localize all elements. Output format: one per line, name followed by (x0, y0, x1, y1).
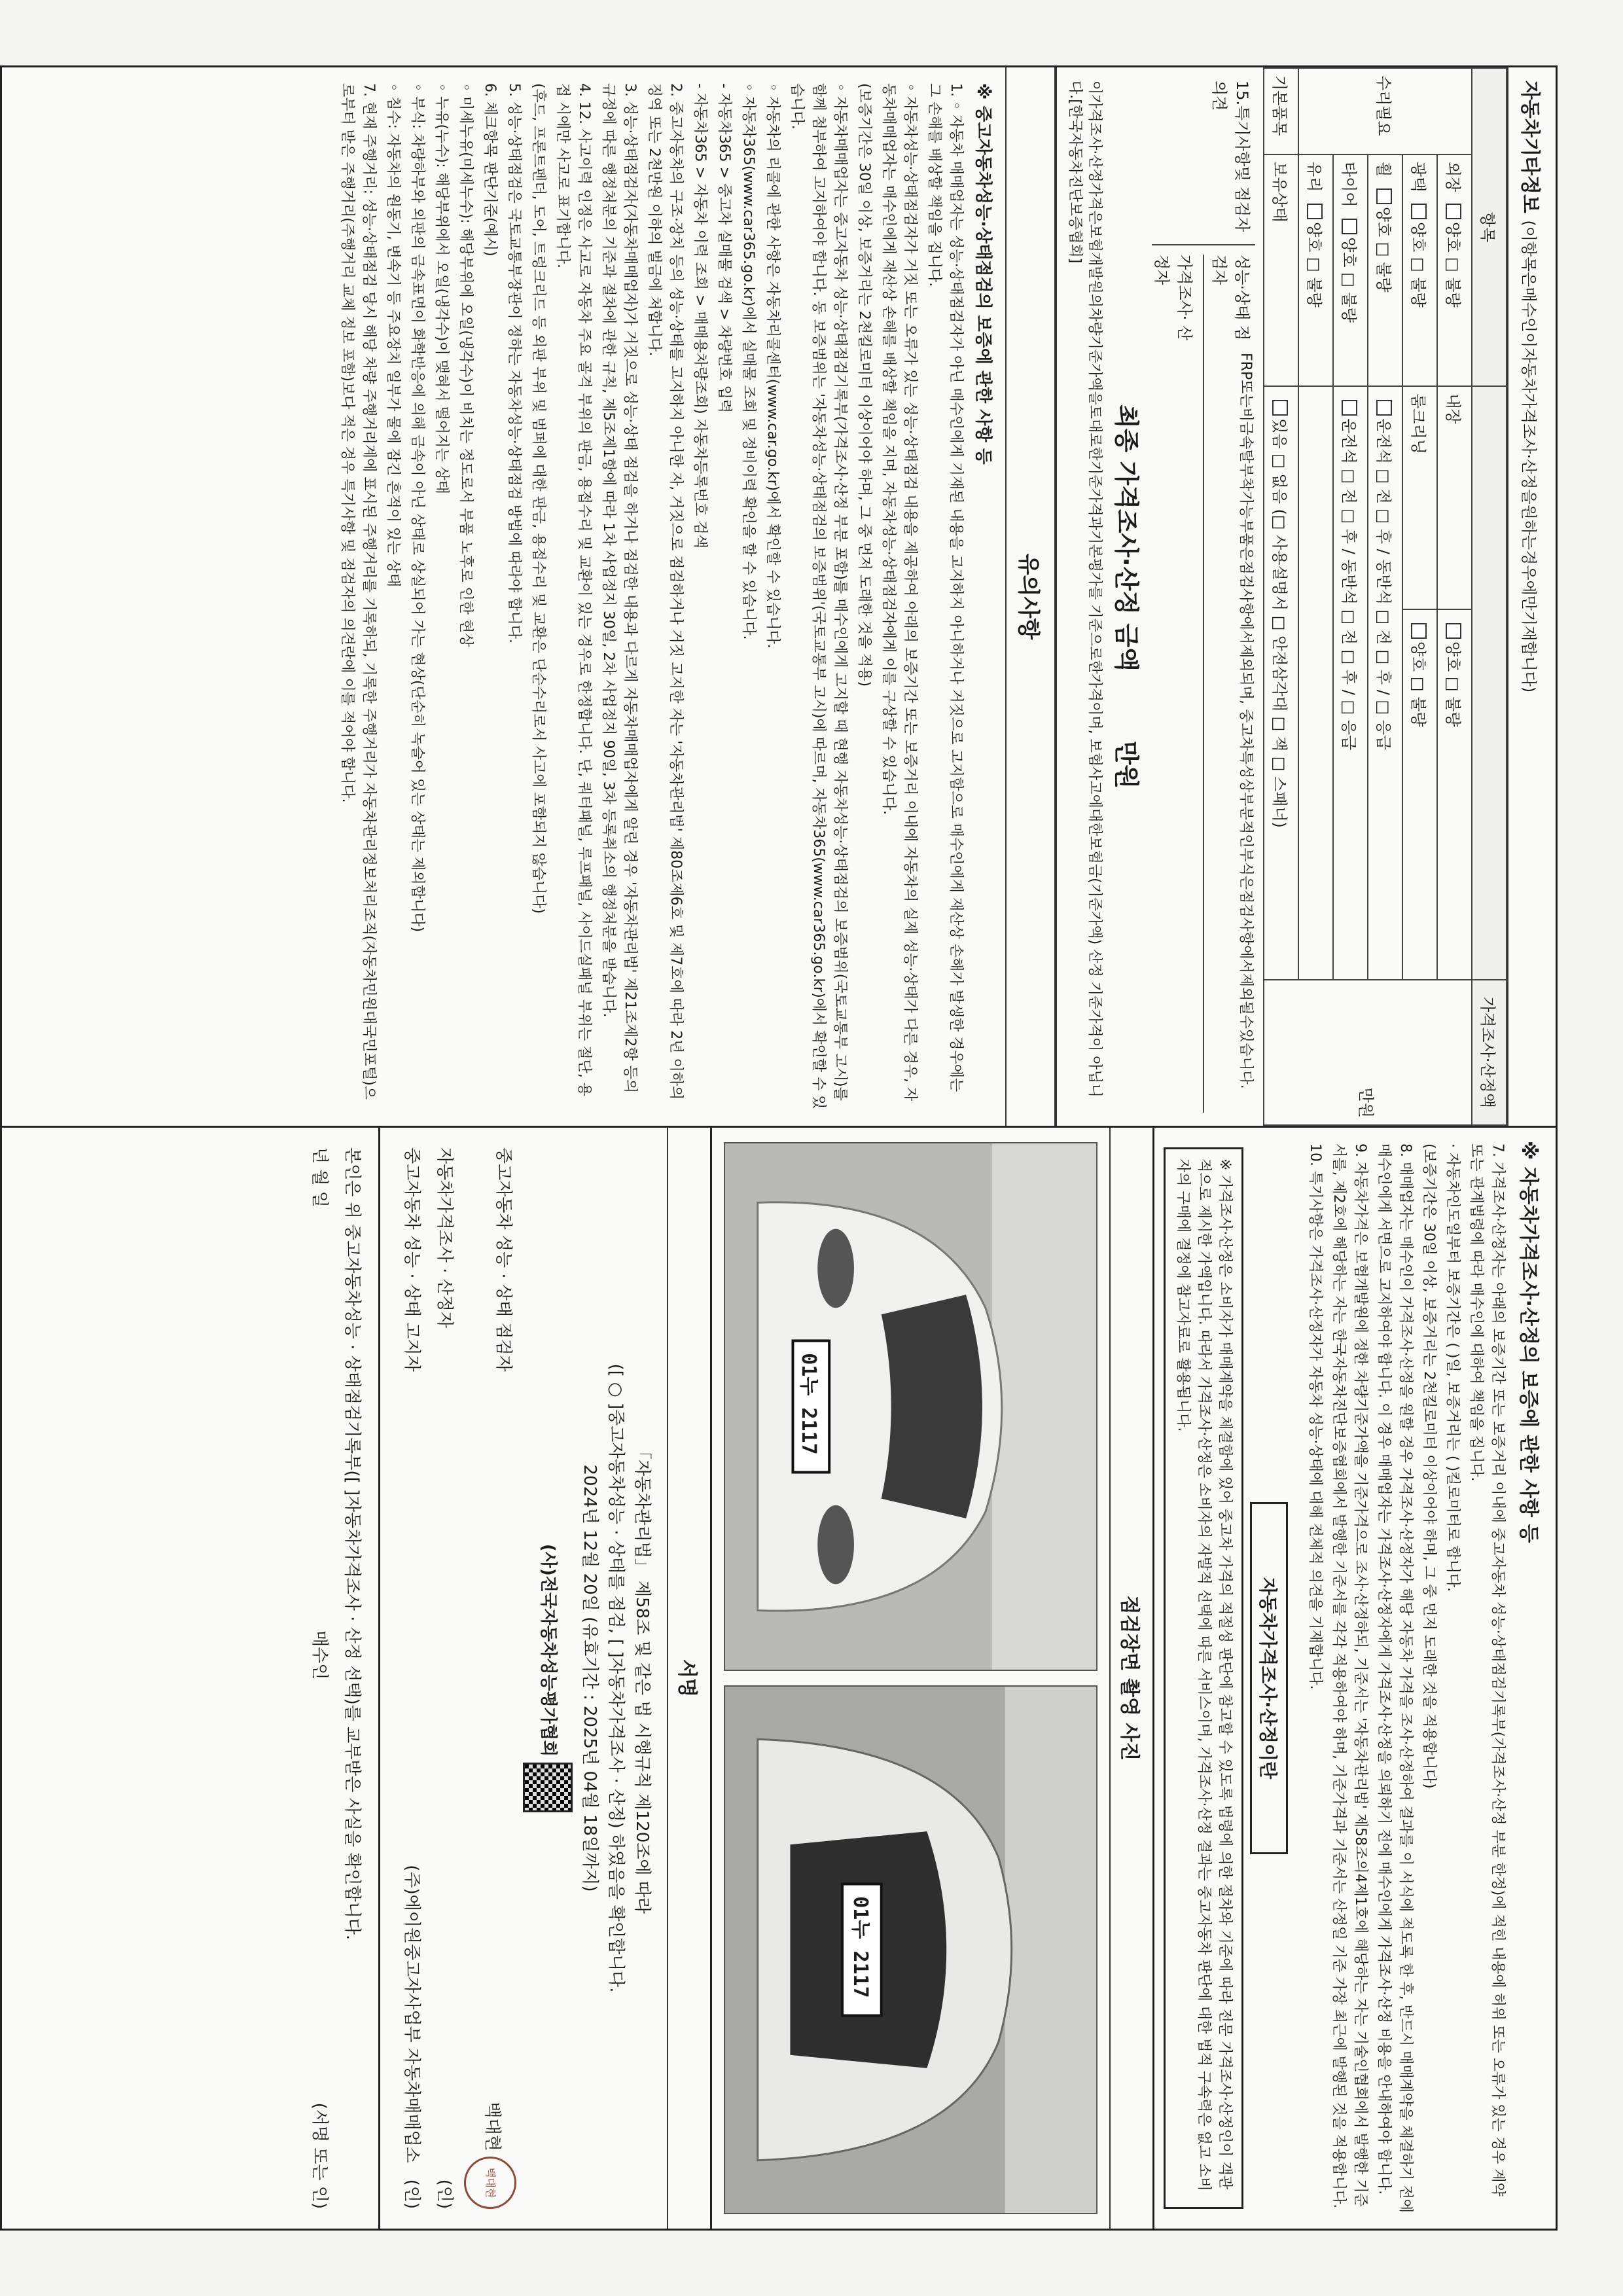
row-opts: 양호 □ 불량 (1444, 222, 1462, 308)
special-row (1152, 81, 1255, 1113)
other-info-table (1263, 67, 1507, 1126)
final-date[interactable]: 년 월 일 (310, 1147, 329, 1208)
pricer-seal[interactable]: (인) (435, 2179, 454, 2209)
basic-status: 보유상태 (1270, 162, 1289, 223)
amount-note: 이가격조사·산정가격은보험개발원의차량기준가액을토대로한기준가격과기본평가를 기준으로한가격이며, 보험사고에대한보험금(기준가액) 산정 기준가격이 아닙니다.[한국자동차진단보증협회] (1067, 81, 1103, 1098)
price-cell (1264, 980, 1472, 1125)
row-name-2 (1437, 386, 1472, 609)
table-row (1368, 68, 1402, 1125)
row-name-text: 유리 (1305, 162, 1323, 192)
inspector-sign-row (464, 1147, 516, 2209)
row-opts: 양호 □ 불량 (1305, 222, 1323, 308)
row-name2-text: 룸크리닝 (1409, 393, 1427, 454)
table-row (1402, 68, 1437, 1125)
table-row (1298, 68, 1333, 1125)
row-opts-wide (1333, 386, 1368, 980)
notes-item: (보증기간은 30일 이상, 보증거리는 2천킬로미터 이상이어야 하며, 그 중 먼저 도래한 것을 적용) (856, 83, 872, 687)
row-name (1333, 154, 1368, 386)
inspector-note: FRP또는비금속탈부착가능부품은점검사항에서제외되며, 중고차특성상부분적인부식은점검사항에서제외될수있습니다. (1238, 353, 1254, 1089)
pricer-sign-row (431, 1147, 457, 2209)
row-opts-2 (1437, 609, 1472, 980)
notes-item: ◦ 자동차매매업자는 중고자동차 성능·상태점검기록부(가격조사·산정 부분 포함)를 매수인에게 고지할 때 현행 자동차성능·상태점검의 보증범위(국토교통부 고시)를 함께 첨부하여 고지하여야 합니다. 동 보증범위는 '자동차성능·상태점검의 보증범위'(국토교통부 고시)에 따르며, 자동차365(www.car365.go.kr)에서 확인할 수 있습니다. (789, 83, 848, 1109)
notifier-sign (399, 1865, 425, 2209)
notes-item: 7. 현재 주행거리: 성능·상태점검 당시 해당 차량 주행거리계에 표시된 주행거리를 기록하되, 기록한 주행거리가 자동차관리정보처리조직(자동차민원대국민포털)으로부터 받은 주행거리(주행거리 교체 정보 포함)보다 적은 경우 특기사항 및 점검자의 의견란에 이를 적어야 합니다. (339, 83, 377, 1100)
right-notes-item: 8. 매매업자는 매수인이 가격조사·산정을 원할 경우 가격조사·산정자가 해당 자동차 가격을 조사·산정하여 결과를 이 서식에 적도록 한 후, 반드시 매매계약을 체결하기 전에 매수인에게 서면으로 고지하여야 합니다. 이 경우 매매업자는 가격조사·산정자에게 가격조사·산정을 의뢰하기 전에 매수인에게 가격조사·산정 비용을 안내하여야 합니다. (1376, 1143, 1414, 2213)
row-name-text: 휠 (1374, 162, 1393, 177)
basic-label: 기본품목 (1270, 75, 1289, 136)
row-opts2-text: 양호 □ 불량 (1444, 641, 1462, 727)
row-name2-text: 운전석 □ 전 □ 후 / 동반석 □ 전 □ 후 / □ 응급 (1374, 418, 1393, 751)
notes-item: 6. 체크항목 판단기준(예시) (482, 83, 498, 257)
row-opts-wide (1368, 386, 1402, 980)
notes-item: ◦ 부식: 차량하부와 외판의 금속표면이 화학반응에 의해 금속이 아닌 상태로 상실되어 가는 현상(단순히 녹슬어 있는 상태는 제외합니다) (409, 83, 425, 933)
notes-item: 5. 성능·상태점검은 국토교통부장관이 정하는 자동차성능·상태점검 방법에 따라야 합니다. (506, 83, 522, 643)
repair-label: 수리필요 (1374, 75, 1393, 136)
other-info-title-text: 자동차기타정보 (1518, 81, 1541, 213)
row-name2-text: 운전석 □ 전 □ 후 / 동반석 □ 전 □ 후 / □ 응급 (1340, 418, 1358, 751)
final-amount-unit: 만원 (1112, 740, 1141, 789)
col-price-text: 가격조사·산정액 (1478, 997, 1497, 1108)
inspector-row (1203, 255, 1255, 1113)
table-row (1264, 68, 1298, 1125)
row-name-text: 외장 (1444, 162, 1462, 192)
car-rear-photo (724, 1685, 1097, 2214)
photo-head: 점검장면 촬영 사진 (1109, 1128, 1154, 2229)
notes-item: ◦ 자동차의 리콜에 관한 사항은 자동차리콜센터(www.car.go.kr)에서 확인할 수 있습니다. (764, 83, 781, 649)
notes-item: - 자동차365 > 자동차 이력 조회 > 매매용차량조회) 자동차등록번호 검색 (692, 83, 708, 548)
checkbox[interactable] (1446, 623, 1461, 639)
price-person-blank[interactable] (1152, 353, 1198, 1113)
notes-list (325, 67, 1005, 1126)
checkbox[interactable] (1446, 204, 1461, 219)
row-opts: 양호 □ 불량 (1374, 206, 1393, 293)
price-box-head: 자동차가격조사·산정이란 (1250, 1502, 1288, 1854)
row-name (1437, 154, 1472, 386)
row-opts: 양호 □ 불량 (1340, 237, 1358, 323)
plate-2: 01누 2117 (849, 1896, 872, 1998)
notes-item: ◦ 누유(누수): 해당부위에서 오일(냉각수)이 맺혀서 떨어지는 상태 (433, 83, 450, 494)
table-row (1437, 68, 1472, 1125)
basic-opts-cell (1264, 386, 1298, 980)
final-amount-text: 최종 가격조사·산정 금액 (1112, 404, 1141, 672)
row-name2-text: 내장 (1444, 393, 1462, 424)
basic-status-cell (1264, 154, 1298, 386)
checkbox[interactable] (1307, 204, 1323, 219)
inspector-name: 백대현 (482, 2102, 502, 2151)
notes-item: ◦ 침수: 자동차의 원동기, 변속기 등 주요장치 일부가 물에 잠긴 흔적이 있는 상태 (385, 83, 401, 588)
left-half (2, 67, 1556, 1128)
buyer-label: 매수인 (310, 1630, 329, 1680)
checkbox[interactable] (1342, 219, 1357, 234)
right-notes-item: 10. 특기사항은 가격조사·산정자가 자동차 성능·상태에 대해 전체적 의견을 기재합니다. (1307, 1143, 1323, 1690)
repair-label-cell (1298, 68, 1472, 154)
row-name (1368, 154, 1402, 386)
car-front-photo (724, 1142, 1097, 1671)
notes-item: ◦ 자동차365(www.car365.go.kr)에서 실매물 조회 및 정비이력 확인을 할 수 있습니다. (740, 83, 757, 640)
inspector-role: 중고자동차 성능 · 상태 점검자 (493, 1147, 513, 1372)
other-info-subtitle: (이항목은매수인이자동차가격조사·산정을원하는경우에만기재합니다) (1520, 220, 1538, 693)
date-line: 2024년 12월 20일 (유효기간 : 2025년 04월 18일까지) (580, 1464, 599, 1892)
org-name: (사)전국자동차성능평가협회 (538, 1543, 558, 1757)
check-line: ([ ○ ]중고자동차성능 · 상태를 점검, [ ]자동차가격조사 · 산정) 하였음을 확인합니다. (606, 1363, 626, 1993)
notifier-sign-row (399, 1147, 425, 2209)
notes-item: 3. 성능·상태점검자(자동차매매업자)가 거짓으로 성능·상태 점검을 하거나 점검한 내용과 다르게 자동차매매업자에게 알린 경우 '자동차관리법' 제21조제2항 등의 규정에 따른 행정처분의 기준과 절차에 관한 규칙, 제5조제1항에 따라 1차 사업정지 30일, 2차 사업정지 90일, 3차 등록취소의 행정처분을 받습니다. (600, 83, 638, 1094)
col-price-header (1472, 980, 1507, 1125)
pricer-role: 자동차가격조사 · 산정자 (435, 1147, 454, 1328)
plate-1: 01누 2117 (797, 1353, 821, 1455)
seal-stamp-icon: 백대현 (464, 2157, 516, 2209)
right-notes (1294, 1128, 1511, 2229)
right-notes-item: · 자동차인도일부터 보증기간은 ( )일, 보증거리는 ( )킬로미터로 합니다. (1444, 1143, 1461, 1592)
inspector-label: 성능·상태 점검자 (1210, 255, 1251, 341)
final-amount-title (1111, 81, 1147, 1113)
buyer-signature[interactable]: (서명 또는 인) (310, 2102, 329, 2209)
photos (710, 1128, 1109, 2229)
notifier-seal[interactable]: (인) (402, 2179, 421, 2209)
price-unit: 만원 (1357, 1087, 1376, 1118)
notes-head: 유의사항 (1005, 67, 1056, 1126)
right-notes-item: 7. 가격조사·산정자는 아래의 보증기간 또는 보증거리 이내에 중고자동차 성능·상태점검기록부(가격조사·산정 부분 한정)에 적힌 내용에 허위 또는 오류가 있는 경우 계약 또는 관계법령에 따라 매수인에 대하여 책임을 집니다. (1468, 1143, 1506, 2197)
checkbox[interactable] (1342, 400, 1357, 416)
org-line (523, 1147, 573, 2209)
row-opts-2 (1402, 609, 1437, 980)
final-section (287, 1128, 380, 2229)
notes-item: (후드, 프론트펜더, 도어, 트렁크리드 등 외판 부위 및 범퍼에 대한 판금, 용접수리 및 교환은 단순수리로서 사고에 포함되지 않습니다) (530, 83, 546, 914)
row-name (1298, 154, 1333, 386)
price-box-text: ※ 가격조사·산정은 소비자가 매매계약을 체결함에 있어 중고차 가격의 적절성 판단에 참고할 수 있도록 법령에 의한 절차와 기준에 따라 전문 가격조사·산정인이 객관적으로 제시한 가액입니다. 따라서 가격조사·산정은 소비자의 자발적 선택에 따른 서비스이며, 가격조사·산정 결과는 중고자동차 판단에 대한 법적 구속력은 없고 소비자의 구매에 결정에 참고자료로 활용됩니다. (1164, 1147, 1243, 2209)
col-item-header (1472, 68, 1507, 386)
law-line: 「자동차관리법」 제58조 및 같은 법 시행규칙 제120조에 따라 (632, 1443, 652, 1914)
row-name-text: 광택 (1409, 162, 1427, 192)
sign-section (380, 1128, 667, 2229)
other-info-title (1507, 67, 1556, 1126)
inspector-sign (464, 2102, 516, 2209)
right-notes-item: 9. 자동차가격은 보험개발원에 정한 차량기준가액을 기준가격으로 조사·산정하되, 기준서는 '자동차관리법' 제58조의4제1호에 해당하는 자는 기술인협회에서 발행한 기준서를, 제2호에 해당하는 자는 한국자동차진단보증협회에서 발행한 기준서를 각각 적용하여야 하며, 기준가격과 기준서는 산정일 기준 가장 최근에 발행된 것을 적용합니다. (1330, 1143, 1368, 2209)
special-label: 15.특기사항및 점검자의견 (1152, 81, 1255, 245)
notes-item: 2. 중고자동차의 구조·장치 등의 성능·상태를 고지하지 아니한 자, 거짓으로 점검하거나 거짓 고지한 자는 '자동차관리법' 제80조제6호 및 제7호에 따라 2년 이하의 징역 또는 2천만원 이하의 벌금에 처합니다. (646, 83, 684, 1100)
price-person-label: 가격조사· 산정자 (1152, 255, 1194, 341)
notes-item: ◦ 자동차성능·상태점검자가 거짓 또는 오류가 있는 성능·상태점검 내용을 제공하여 아래의 보증기간 또는 보증거리 이내에 자동차의 실제 성능·상태가 다른 경우, 자동차매매업자는 매수인에게 재산상 손해를 배상할 책임을 지며, 자동차성능·상태점검자에게 이를 구상할 수 있습니다. (880, 83, 918, 1102)
car-front-image (725, 1143, 1096, 1670)
row-name (1402, 154, 1437, 386)
row-name-2 (1402, 386, 1437, 609)
special-section (1056, 67, 1263, 1126)
qr-code-icon (523, 1763, 573, 1812)
checkbox[interactable] (1376, 400, 1392, 416)
notes-sub: ※ 중고자동차성능·상태점검의 보증에 관한 사항 등 (973, 83, 993, 465)
final-line: 본인은 위 중고자동차성능 · 상태점검기록부([ ]자동차가격조사 · 산정 선택)를 교부받은 사실을 확인합니다. (342, 1147, 362, 1941)
row-empty (1298, 386, 1333, 980)
notes-item: 4. 12. 사고이력 인정은 사고로 자동차 주요 골격 부위의 판금, 용접수리 및 교환이 있는 경우로 한정합니다. 단, 쿼터패널, 루프패널, 사이드실패널 부위는 절단, 용접 시에만 사고로 표기합니다. (554, 83, 592, 1097)
table-row (1333, 68, 1368, 1125)
row-opts: 양호 □ 불량 (1409, 222, 1427, 308)
basic-opts: 있음 □ 없음 (□ 사용설명서 □ 안전삼각대 □ 잭 □ 스패너) (1270, 418, 1289, 828)
checkbox[interactable] (1411, 623, 1427, 639)
col-item-header-2 (1472, 386, 1507, 980)
notes-item: - 자동차365 > 중고차 실매물 검색 > 차량번호 입력 (716, 83, 732, 414)
right-title: ※ 자동차가격조사·산정의 보증에 관한 사항 등 (1517, 1141, 1540, 1543)
checkbox[interactable] (1376, 188, 1392, 204)
basic-label-cell (1264, 68, 1298, 154)
col-item-text: 항목 (1478, 211, 1497, 243)
price-person-row (1152, 255, 1203, 1113)
notifier-role: 중고자동차 성능 · 상태 고지자 (402, 1147, 421, 1372)
sign-head: 서명 (667, 1128, 710, 2229)
notes-item: ◦ 미세누유(미세누수): 해당부위에 오일(냉각수)이 비치는 정도로서 부품 노후로 인한 현상 (457, 83, 474, 647)
notifier-name: (주)에이원중고자사업부 자동차매매업소 (402, 1865, 421, 2163)
right-notes-item: (보증기간은 30일 이상, 보증거리는 2천킬로미터 이상이어야 하며, 그 중 먼저 도래한 것을 적용합니다) (1421, 1143, 1437, 1789)
inspection-record-sheet (0, 65, 1558, 2231)
checkbox[interactable] (1272, 400, 1288, 416)
car-rear-image (725, 1687, 1096, 2213)
row-opts2-text: 양호 □ 불량 (1409, 641, 1427, 727)
buyer-row (306, 1147, 332, 2209)
right-half (2, 1128, 1556, 2229)
row-name-text: 타이어 (1340, 162, 1358, 207)
notes-item: 1. ◦ 자동차 매매업자는 성능·상태점검자가 아닌 매수인에게 기재된 내용을 고지하지 아니하거나 거짓으로 고지함으로 매수인에게 재산상 손해가 발생한 경우에는 그 손해를 배상할 책임을 집니다. (926, 83, 964, 1092)
checkbox[interactable] (1411, 204, 1427, 219)
special-body (1152, 245, 1255, 1113)
